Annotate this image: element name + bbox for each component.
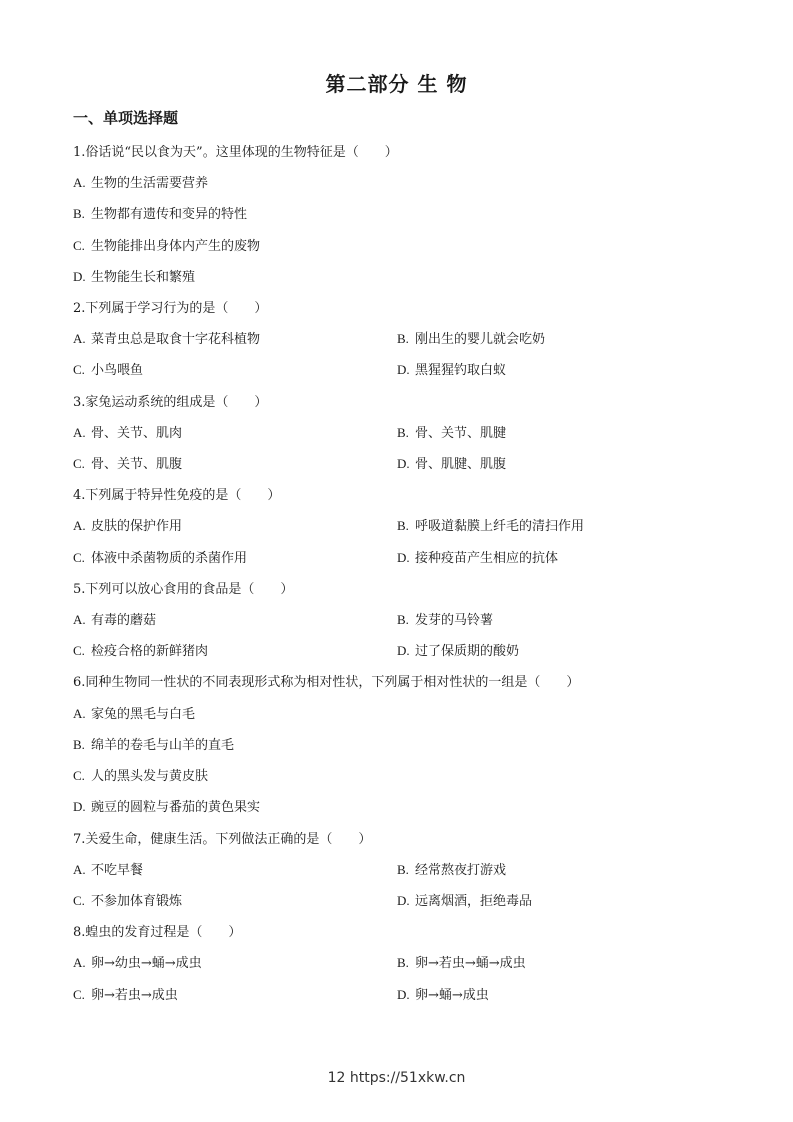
option-text: 卵→若虫→成虫 xyxy=(91,988,178,1003)
option-letter: D. xyxy=(397,456,410,471)
question-stem: 5.下列可以放心食用的食品是（ ） xyxy=(73,582,294,597)
option-letter: C. xyxy=(73,362,85,377)
option-letter: B. xyxy=(397,518,409,533)
option-text: 刚出生的婴儿就会吃奶 xyxy=(415,332,546,347)
option-text: 不参加体育锻炼 xyxy=(91,894,183,909)
option-d[interactable] xyxy=(397,640,519,659)
option-d[interactable] xyxy=(397,547,558,566)
option-text: 绵羊的卷毛与山羊的直毛 xyxy=(91,738,235,753)
option-text: 卵→幼虫→蛹→成虫 xyxy=(91,956,202,971)
option-c[interactable] xyxy=(73,640,208,659)
option-c[interactable] xyxy=(73,359,143,378)
option-d[interactable] xyxy=(73,266,195,285)
option-b[interactable] xyxy=(397,859,506,878)
option-text: 皮肤的保护作用 xyxy=(91,519,183,534)
option-letter: D. xyxy=(397,362,410,377)
option-letter: B. xyxy=(73,206,85,221)
option-d[interactable] xyxy=(397,359,506,378)
option-d[interactable] xyxy=(397,984,489,1003)
page-title: 第二部分 生 物 xyxy=(325,72,468,96)
option-text: 菜青虫总是取食十字花科植物 xyxy=(91,332,261,347)
option-b[interactable] xyxy=(397,328,545,347)
option-text: 生物能生长和繁殖 xyxy=(91,270,196,285)
option-text: 经常熬夜打游戏 xyxy=(415,863,507,878)
option-text: 卵→若虫→蛹→成虫 xyxy=(415,956,526,971)
option-text: 骨、肌腱、肌腹 xyxy=(415,457,507,472)
option-text: 检疫合格的新鲜猪肉 xyxy=(91,644,209,659)
option-text: 骨、关节、肌腱 xyxy=(415,426,507,441)
option-a[interactable] xyxy=(73,328,260,347)
option-text: 发芽的马铃薯 xyxy=(415,613,494,628)
option-letter: A. xyxy=(73,331,86,346)
option-text: 生物都有遗传和变异的特性 xyxy=(91,207,248,222)
option-letter: D. xyxy=(397,893,410,908)
question-stem: 6.同种生物同一性状的不同表现形式称为相对性状，下列属于相对性状的一组是（ ） xyxy=(73,675,580,690)
option-c[interactable] xyxy=(73,547,247,566)
option-letter: D. xyxy=(73,799,86,814)
option-letter: A. xyxy=(73,175,86,190)
option-a[interactable] xyxy=(73,703,195,722)
option-text: 生物的生活需要营养 xyxy=(91,176,209,191)
option-b[interactable] xyxy=(397,515,584,534)
option-a[interactable] xyxy=(73,609,156,628)
question-stem: 1.俗话说“民以食为天”。这里体现的生物特征是（ ） xyxy=(73,145,398,160)
option-c[interactable] xyxy=(73,890,182,909)
option-letter: B. xyxy=(397,331,409,346)
option-letter: D. xyxy=(397,987,410,1002)
option-text: 呼吸道黏膜上纤毛的清扫作用 xyxy=(415,519,585,534)
option-text: 生物能排出身体内产生的废物 xyxy=(91,239,261,254)
option-text: 人的黑头发与黄皮肤 xyxy=(91,769,209,784)
question-stem: 2.下列属于学习行为的是（ ） xyxy=(73,301,268,316)
option-letter: B. xyxy=(397,612,409,627)
option-text: 有毒的蘑菇 xyxy=(91,613,157,628)
option-letter: A. xyxy=(73,862,86,877)
option-letter: A. xyxy=(73,955,86,970)
option-text: 骨、关节、肌肉 xyxy=(91,426,183,441)
option-a[interactable] xyxy=(73,172,208,191)
question-stem: 7.关爱生命，健康生活。下列做法正确的是（ ） xyxy=(73,832,372,847)
option-letter: C. xyxy=(73,456,85,471)
option-letter: C. xyxy=(73,893,85,908)
section-title: 一、单项选择题 xyxy=(73,109,179,127)
option-letter: A. xyxy=(73,612,86,627)
option-letter: C. xyxy=(73,987,85,1002)
option-letter: C. xyxy=(73,550,85,565)
option-b[interactable] xyxy=(397,952,526,971)
option-c[interactable] xyxy=(73,765,208,784)
option-text: 接种疫苗产生相应的抗体 xyxy=(415,551,559,566)
option-letter: C. xyxy=(73,768,85,783)
option-letter: B. xyxy=(397,425,409,440)
option-letter: D. xyxy=(397,550,410,565)
option-letter: B. xyxy=(73,737,85,752)
option-letter: D. xyxy=(73,269,86,284)
option-a[interactable] xyxy=(73,515,182,534)
option-letter: C. xyxy=(73,238,85,253)
option-letter: B. xyxy=(397,955,409,970)
question-stem: 8.蝗虫的发育过程是（ ） xyxy=(73,925,242,940)
option-text: 小鸟喂鱼 xyxy=(91,363,144,378)
option-letter: B. xyxy=(397,862,409,877)
option-letter: A. xyxy=(73,518,86,533)
option-b[interactable] xyxy=(397,609,493,628)
option-text: 豌豆的圆粒与番茄的黄色果实 xyxy=(91,800,261,815)
option-c[interactable] xyxy=(73,235,260,254)
option-text: 骨、关节、肌腹 xyxy=(91,457,183,472)
option-letter: D. xyxy=(397,643,410,658)
option-b[interactable] xyxy=(73,734,234,753)
option-text: 黑猩猩钓取白蚁 xyxy=(415,363,507,378)
question-stem: 3.家兔运动系统的组成是（ ） xyxy=(73,395,268,410)
option-a[interactable] xyxy=(73,859,143,878)
option-c[interactable] xyxy=(73,984,178,1003)
option-letter: A. xyxy=(73,425,86,440)
option-d[interactable] xyxy=(397,890,532,909)
option-a[interactable] xyxy=(73,422,182,441)
option-letter: C. xyxy=(73,643,85,658)
option-a[interactable] xyxy=(73,952,202,971)
option-c[interactable] xyxy=(73,453,182,472)
option-b[interactable] xyxy=(397,422,506,441)
option-text: 体液中杀菌物质的杀菌作用 xyxy=(91,551,248,566)
option-letter: A. xyxy=(73,706,86,721)
option-text: 不吃早餐 xyxy=(91,863,144,878)
option-text: 家兔的黑毛与白毛 xyxy=(91,707,196,722)
option-d[interactable] xyxy=(73,796,260,815)
option-text: 过了保质期的酸奶 xyxy=(415,644,520,659)
option-text: 卵→蛹→成虫 xyxy=(415,988,489,1003)
question-stem: 4.下列属于特异性免疫的是（ ） xyxy=(73,488,281,503)
option-b[interactable] xyxy=(73,203,247,222)
option-text: 远离烟酒，拒绝毒品 xyxy=(415,894,533,909)
page-footer: 12 https://51xkw.cn xyxy=(327,1070,466,1086)
option-d[interactable] xyxy=(397,453,506,472)
